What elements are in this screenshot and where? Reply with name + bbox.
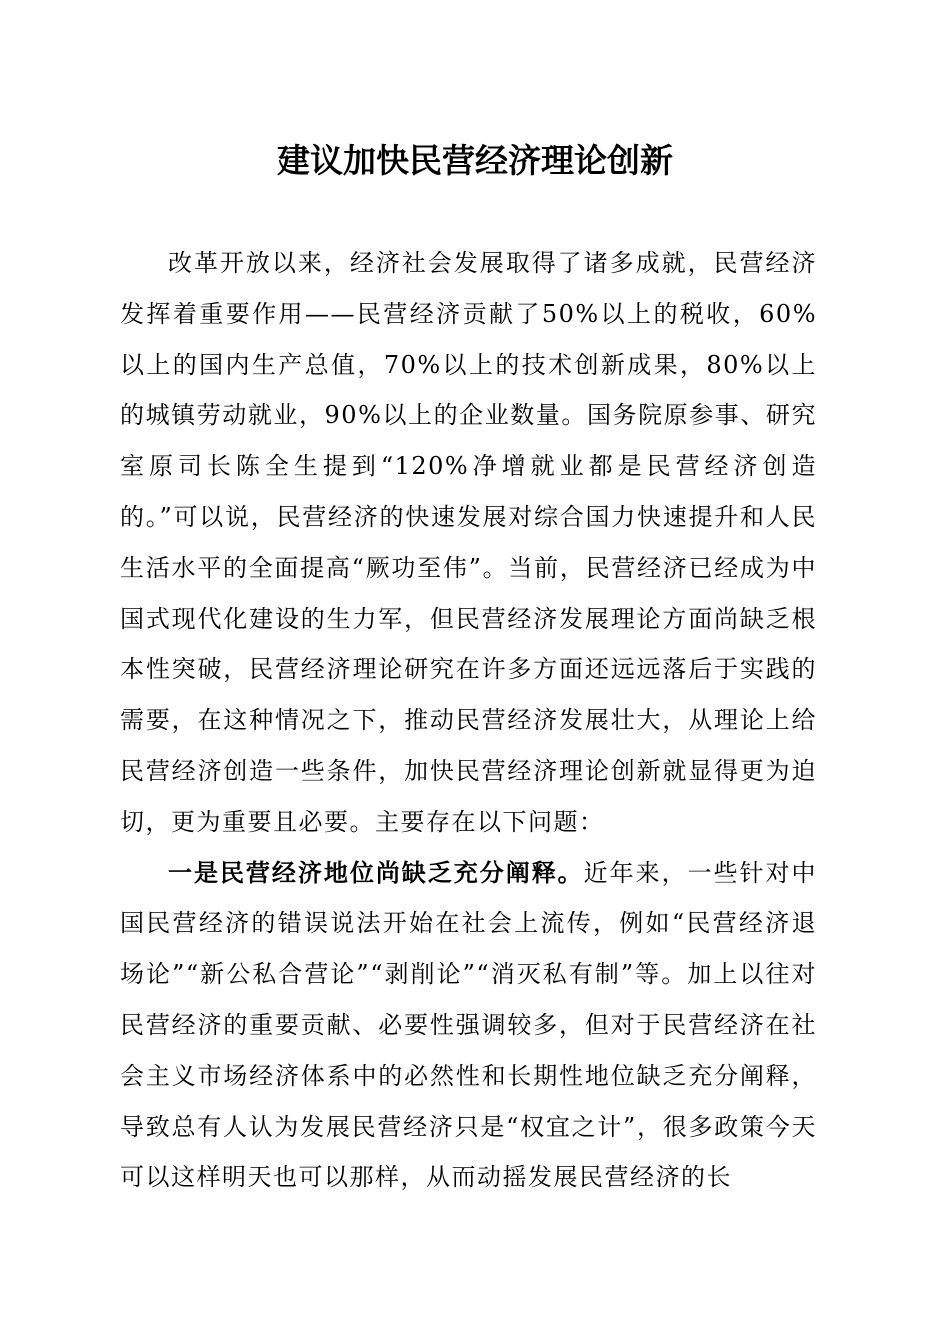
document-title: 建议加快民营经济理论创新 — [277, 141, 673, 180]
paragraph-text: 近年来，一些针对中国民营经济的错误说法开始在社会上流传，例如“民营经济退场论”“新公私合营论”“剥削论”“消灭私有制”等。加上以往对民营经济的重要贡献、必要性强调较多，但对于民营经济在社会主义市场经济体系中的必然性和长期性地位缺乏充分阐释，导致总有人认为发展民营经济只是“权宜之计”，很多政策今天可以这样明天也可以那样，从而动摇发展民营经济的长 — [120, 858, 818, 1192]
paragraph-intro — [120, 238, 817, 848]
paragraph-point-one — [120, 848, 817, 1204]
paragraph-lead-heading: 一是民营经济地位尚缺乏充分阐释。 — [168, 857, 584, 887]
paragraph-text: 改革开放以来，经济社会发展取得了诸多成就，民营经济发挥着重要作用——民营经济贡献了50%以上的税收，60%以上的国内生产总值，70%以上的技术创新成果，80%以上的城镇劳动就业，90%以上的企业数量。国务院原参事、研究室原司长陈全生提到“120%净增就业都是民营经济创造的。”可以说，民营经济的快速发展对综合国力快速提升和人民生活水平的全面提高“厥功至伟”。当前，民营经济已经成为中国式现代化建设的生力军，但民营经济发展理论方面尚缺乏根本性突破，民营经济理论研究在许多方面还远远落后于实践的需要，在这种情况之下，推动民营经济发展壮大，从理论上给民营经济创造一些条件，加快民营经济理论创新就显得更为迫切，更为重要且必要。主要存在以下问题： — [120, 249, 817, 836]
document-body — [120, 238, 817, 1203]
